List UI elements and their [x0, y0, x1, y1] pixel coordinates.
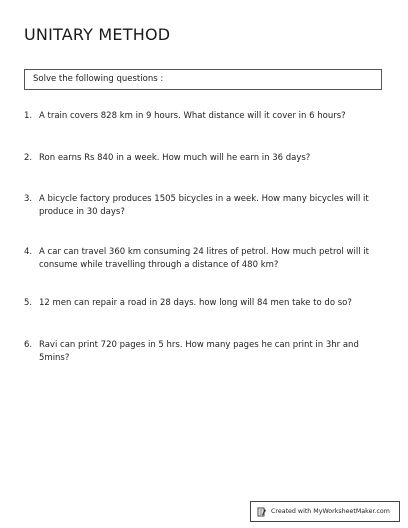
question-item [24, 193, 384, 218]
question-text: Ron earns Rs 840 in a week. How much will he earn in 36 days? [39, 153, 311, 163]
question-item [24, 110, 384, 123]
question-text: A train covers 828 km in 9 hours. What distance will it cover in 6 hours? [39, 111, 346, 121]
question-number: 4. [24, 247, 33, 257]
footer-text: Created with MyWorksheetMaker.com [271, 508, 390, 515]
page-title: UNITARY METHOD [24, 25, 171, 44]
question-number: 5. [24, 298, 33, 308]
question-text: 12 men can repair a road in 28 days. how long will 84 men take to do so? [39, 298, 352, 308]
question-text: Ravi can print 720 pages in 5 hrs. How many pages he can print in 3hr and 5mins? [39, 340, 359, 363]
worksheet-maker-logo-icon [257, 507, 267, 517]
question-number: 1. [24, 111, 33, 121]
footer-badge[interactable] [250, 501, 400, 522]
question-item [24, 297, 384, 310]
question-number: 3. [24, 194, 33, 204]
question-text: A car can travel 360 km consuming 24 litres of petrol. How much petrol will it consume while travelling through a distance of 480 km? [39, 247, 369, 270]
question-item [24, 339, 384, 364]
instruction-box: Solve the following questions : [24, 69, 382, 90]
question-text: A bicycle factory produces 1505 bicycles in a week. How many bicycles will it produce in 30 days? [39, 194, 369, 217]
question-item [24, 152, 384, 165]
question-item [24, 246, 384, 271]
question-number: 6. [24, 340, 33, 350]
question-number: 2. [24, 153, 33, 163]
